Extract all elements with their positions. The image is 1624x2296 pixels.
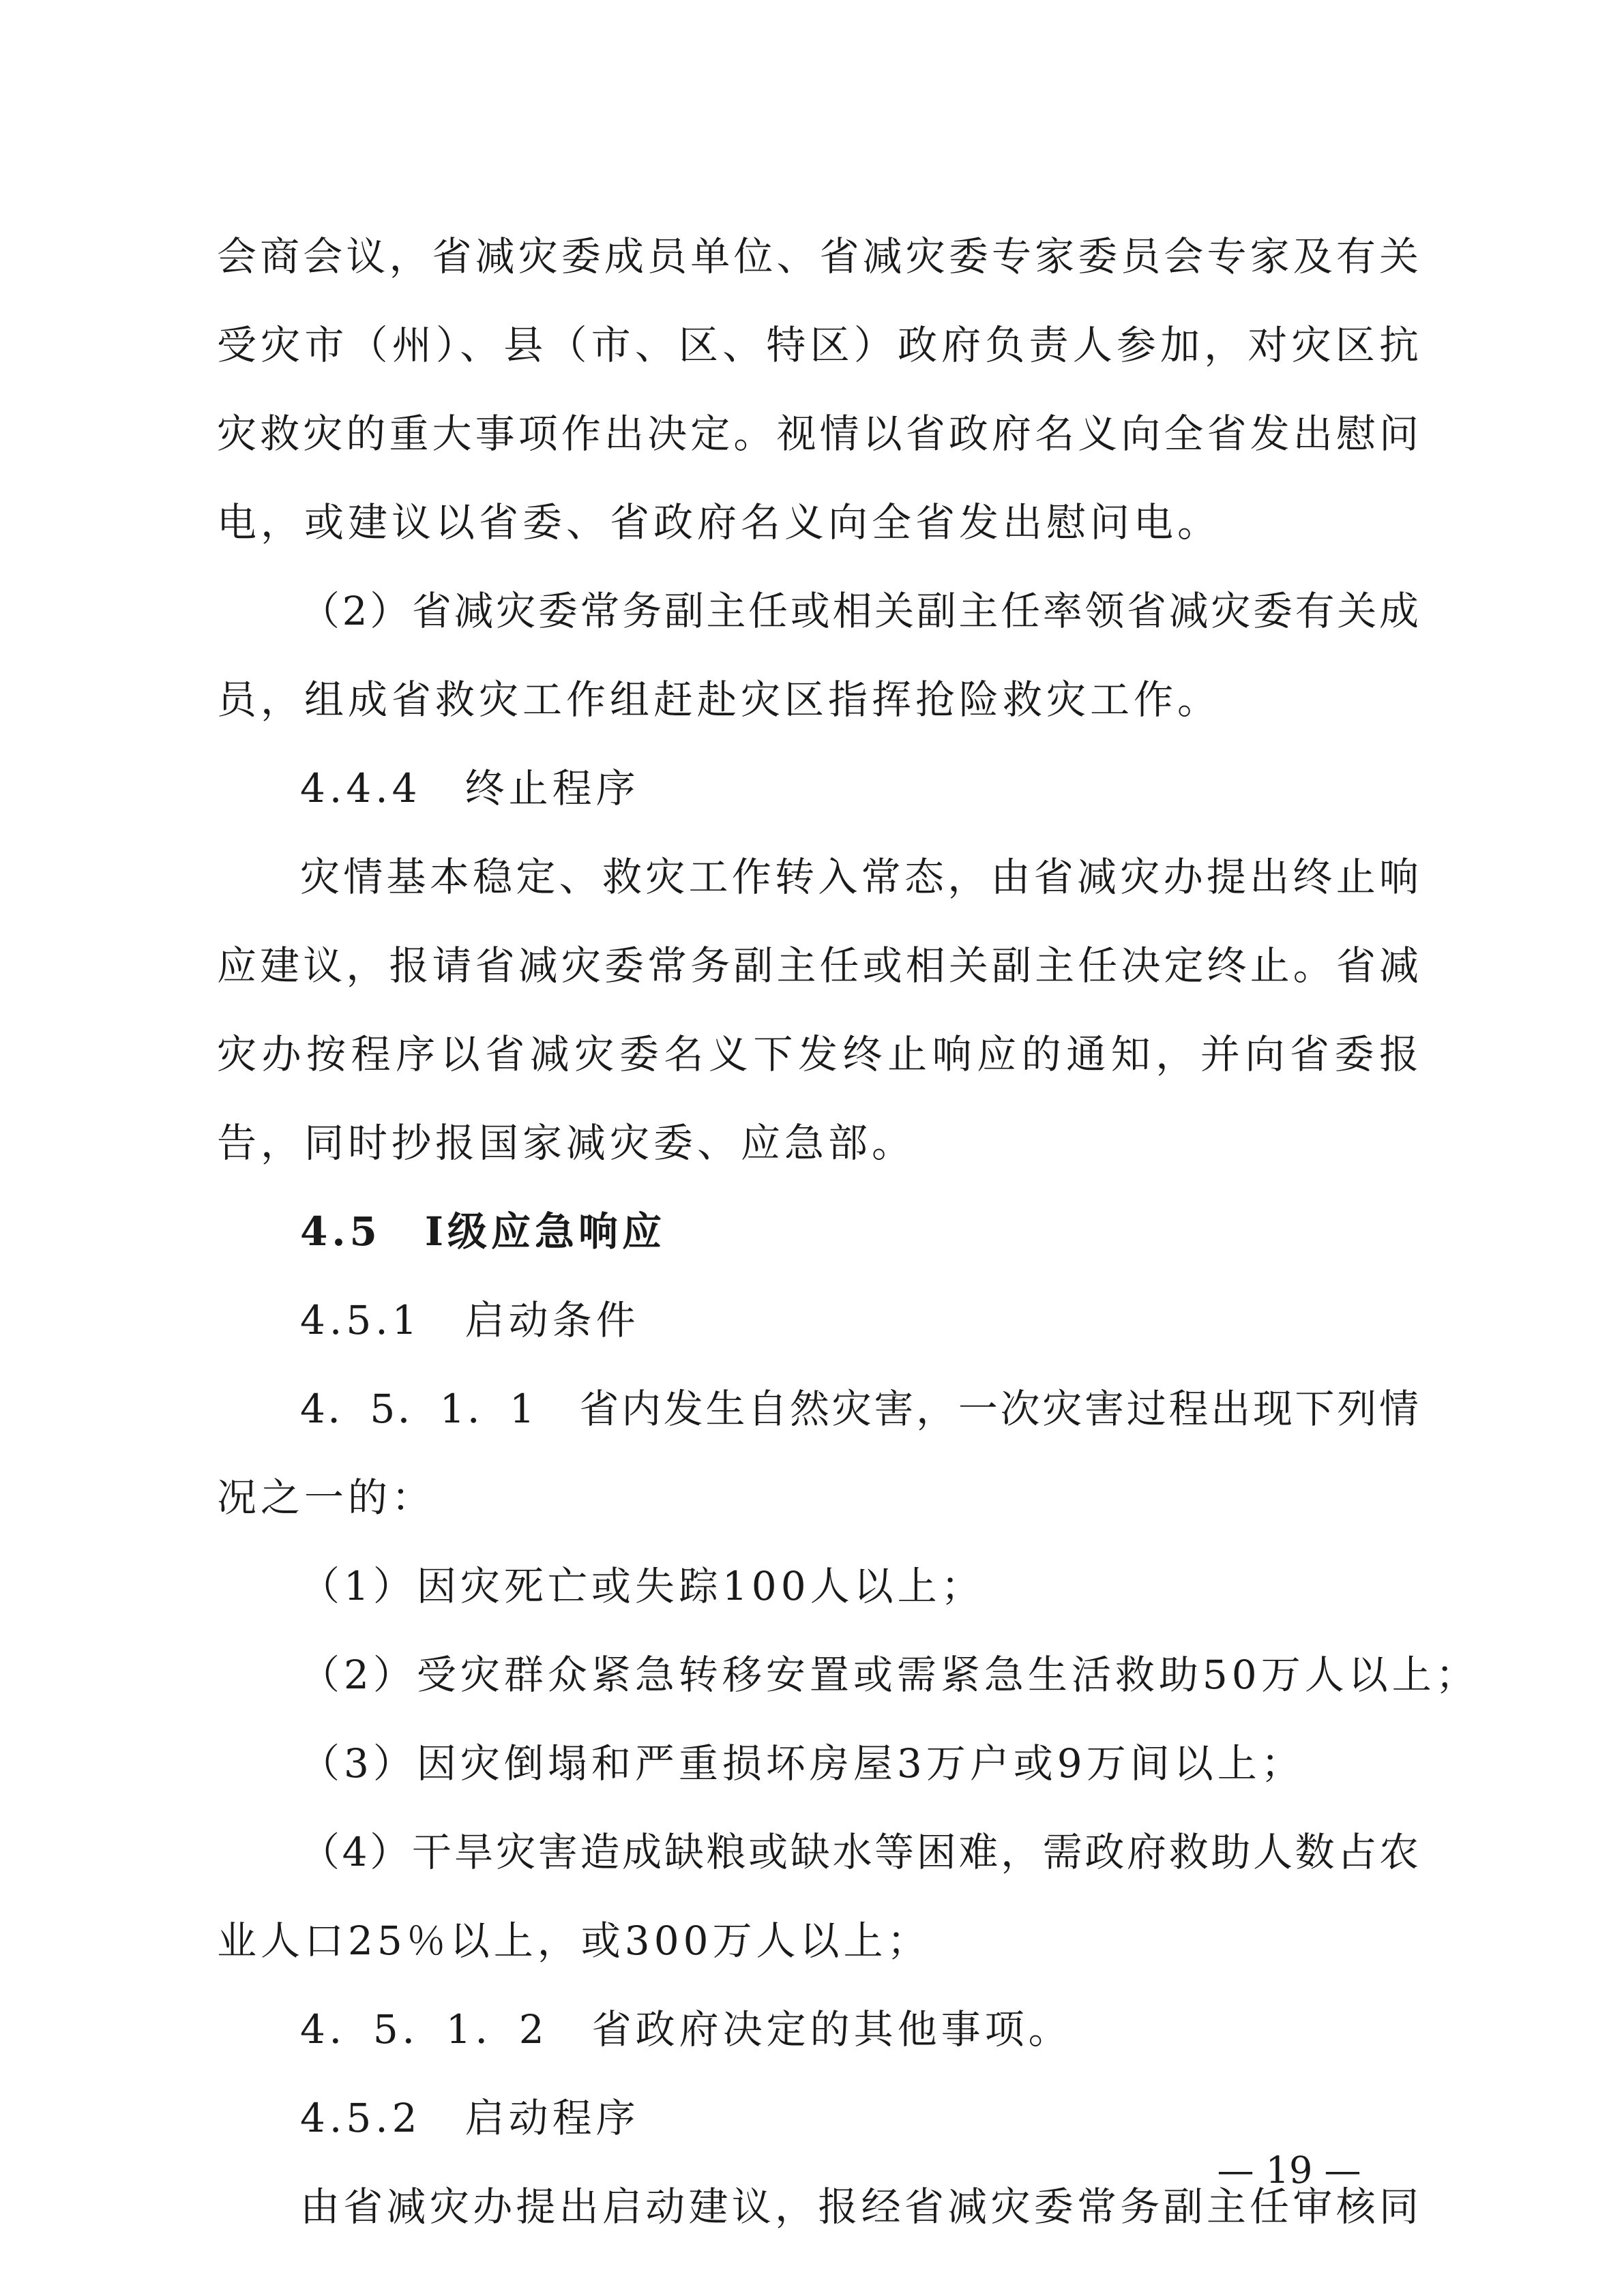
section-heading-4-5: 4.5 Ⅰ级应急响应 (300, 1208, 666, 1255)
section-heading-4-5-2: 4.5.2 启动程序 (300, 2095, 640, 2141)
termination-line-2: 应建议，报请省减灾委常务副主任或相关副主任决定终止。省减 (217, 942, 1419, 989)
condition-item-4-line-1: （4）干旱灾害造成缺粮或缺水等困难，需政府救助人数占农 (300, 1829, 1419, 1875)
body-line-4: 电，或建议以省委、省政府名义向全省发出慰问电。 (217, 499, 1222, 546)
list-item-2-line-1: （2）省减灾委常务副主任或相关副主任率领省减灾委有关成 (300, 588, 1419, 634)
condition-4-5-1-1-line-1: 4．5．1．1 省内发生自然灾害，一次灾害过程出现下列情 (300, 1386, 1419, 1432)
condition-item-4-line-2: 业人口25％以上，或300万人以上； (217, 1918, 931, 1964)
condition-item-3: （3）因灾倒塌和严重损坏房屋3万户或9万间以上； (300, 1740, 1305, 1787)
condition-item-2: （2）受灾群众紧急转移安置或需紧急生活救助50万人以上； (300, 1652, 1479, 1698)
condition-item-1: （1）因灾死亡或失踪100人以上； (300, 1563, 985, 1609)
termination-line-3: 灾办按程序以省减灾委名义下发终止响应的通知，并向省委报 (217, 1031, 1419, 1077)
section-heading-4-5-1: 4.5.1 启动条件 (300, 1297, 640, 1343)
body-line-2: 受灾市（州）、县（市、区、特区）政府负责人参加，对灾区抗 (217, 322, 1419, 368)
list-item-2-line-2: 员，组成省救灾工作组赶赴灾区指挥抢险救灾工作。 (217, 676, 1222, 723)
condition-4-5-1-1-line-2: 况之一的： (217, 1474, 436, 1521)
section-heading-4-4-4: 4.4.4 终止程序 (300, 765, 640, 811)
condition-4-5-1-2: 4．5．1．2 省政府决定的其他事项。 (300, 2006, 1072, 2053)
termination-line-4: 告，同时抄报国家减灾委、应急部。 (217, 1120, 916, 1166)
body-line-3: 灾救灾的重大事项作出决定。视情以省政府名义向全省发出慰问 (217, 411, 1419, 457)
termination-line-1: 灾情基本稳定、救灾工作转入常态，由省减灾办提出终止响 (300, 854, 1419, 900)
startup-procedure-line-1: 由省减灾办提出启动建议，报经省减灾委常务副主任审核同 (300, 2183, 1419, 2230)
page-number: — 19 — (1217, 2149, 1361, 2192)
body-line-1: 会商会议，省减灾委成员单位、省减灾委专家委员会专家及有关 (217, 233, 1419, 280)
